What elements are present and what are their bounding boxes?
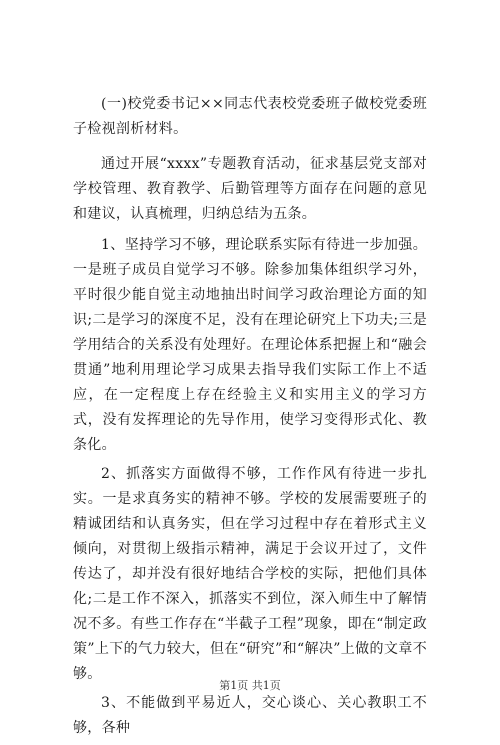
page-footer: 第1页 共1页 bbox=[219, 679, 281, 692]
document-body bbox=[73, 92, 427, 745]
intro-paragraph: 通过开展“xxxx”专题教育活动，征求基层党支部对学校管理、教育教学、后勤管理等方面存在问题的意见和建议，认真梳理，归纳总结为五条。 bbox=[73, 156, 427, 222]
item-paragraph-1: 1、坚持学习不够，理论联系实际有待进一步加强。一是班子成员自觉学习不够。除参加集体组织学习外，平时很少能自觉主动地抽出时间学习政治理论方面的知识;二是学习的深度不足，没有在理论研究上下功夫;三是学用结合的关系没有处理好。在理论体系把握上和“融会贯通”地利用理论学习成果去指导我们实际工作上不适应，在一定程度上存在经验主义和实用主义的学习方式，没有发挥理论的先导作用，使学习变得形式化、教条化。 bbox=[73, 237, 427, 453]
item-paragraph-3: 3、不能做到平易近人，交心谈心、关心教职工不够，各种 bbox=[73, 695, 427, 736]
document-title: (一)校党委书记××同志代表校党委班子做校党委班子检视剖析材料。 bbox=[73, 96, 427, 137]
item-paragraph-2: 2、抓落实方面做得不够，工作作风有待进一步扎实。一是求真务实的精神不够。学校的发展需要班子的精诚团结和认真务实，但在学习过程中存在着形式主义倾向，对贯彻上级指示精神，满足于会议开过了，文件传达了，却并没有很好地结合学校的实际，把他们具体化;二是工作不深入，抓落实不到位，深入师生中了解情况不多。有些工作存在“半截子工程”现象，即在“制定政策”上下的气力较大，但在“研究”和“解决”上做的文章不够。 bbox=[73, 466, 427, 682]
